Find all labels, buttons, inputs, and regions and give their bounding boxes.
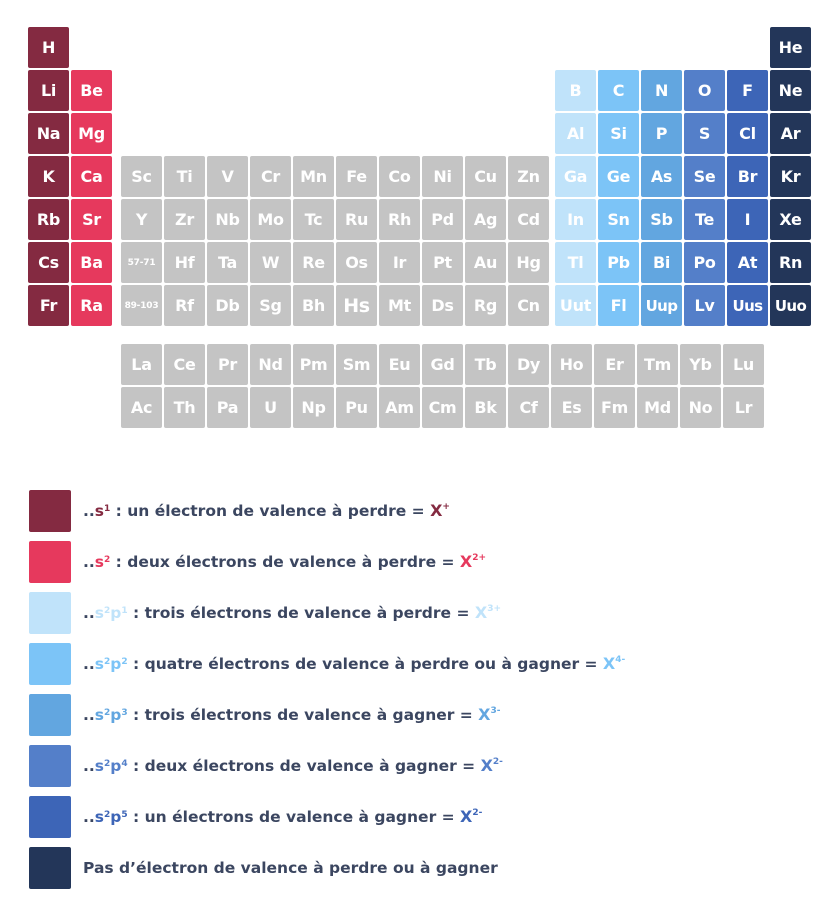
- element-cell-am: Am: [379, 387, 420, 428]
- element-cell-ta: Ta: [207, 242, 248, 283]
- element-cell-mo: Mo: [250, 199, 291, 240]
- element-cell-pu: Pu: [336, 387, 377, 428]
- element-cell-rh: Rh: [379, 199, 420, 240]
- element-cell-tm: Tm: [637, 344, 678, 385]
- element-cell-lu: Lu: [723, 344, 764, 385]
- ion-symbol: X: [602, 654, 616, 673]
- orbital-electron-count: 2: [104, 759, 111, 769]
- orbital-letter: s: [94, 808, 105, 826]
- element-cell-md: Md: [637, 387, 678, 428]
- ion-symbol: X: [459, 552, 473, 571]
- element-cell-as: As: [641, 156, 682, 197]
- orbital-letter: s: [94, 553, 105, 571]
- element-cell-gd: Gd: [422, 344, 463, 385]
- orbital-electron-count: 2: [104, 810, 111, 820]
- element-cell-er: Er: [594, 344, 635, 385]
- ion-formula: [460, 807, 482, 826]
- element-cell-al: Al: [555, 113, 596, 154]
- element-cell-mg: Mg: [71, 113, 112, 154]
- element-cell-s: S: [684, 113, 725, 154]
- element-cell-kr: Kr: [770, 156, 811, 197]
- ion-formula: [460, 552, 486, 571]
- legend-description: : un électron de valence à perdre =: [110, 502, 431, 520]
- legend-prefix: ..: [83, 757, 95, 775]
- legend-swatch: [29, 592, 71, 634]
- legend-description: : un électrons de valence à gagner =: [127, 808, 460, 826]
- element-cell-hg: Hg: [508, 242, 549, 283]
- element-cell-y: Y: [121, 199, 162, 240]
- element-cell-89-103: 89-103: [121, 285, 162, 326]
- element-cell-bk: Bk: [465, 387, 506, 428]
- legend-description: : trois électrons de valence à perdre =: [127, 604, 475, 622]
- element-cell-tc: Tc: [293, 199, 334, 240]
- element-cell-xe: Xe: [770, 199, 811, 240]
- orbital-electron-count: 3: [121, 708, 128, 718]
- ion-charge: 2-: [472, 808, 483, 818]
- element-cell-uuo: Uuo: [770, 285, 811, 326]
- element-cell-tb: Tb: [465, 344, 506, 385]
- electron-configuration: [95, 655, 128, 673]
- legend-swatch: [29, 745, 71, 787]
- element-cell-ba: Ba: [71, 242, 112, 283]
- element-cell-57-71: 57-71: [121, 242, 162, 283]
- electron-configuration: [95, 706, 128, 724]
- orbital-letter: s: [94, 655, 105, 673]
- element-cell-cn: Cn: [508, 285, 549, 326]
- element-cell-uut: Uut: [555, 285, 596, 326]
- orbital-letter: s: [94, 757, 105, 775]
- orbital-electron-count: 2: [104, 555, 111, 565]
- legend-description: : deux électrons de valence à perdre =: [110, 553, 460, 571]
- element-cell-f: F: [727, 70, 768, 111]
- orbital-electron-count: 2: [104, 708, 111, 718]
- element-cell-pr: Pr: [207, 344, 248, 385]
- element-cell-ce: Ce: [164, 344, 205, 385]
- ion-charge: 2+: [472, 553, 487, 563]
- element-cell-no: No: [680, 387, 721, 428]
- ion-charge: 3+: [487, 604, 501, 614]
- ion-formula: [603, 654, 625, 673]
- element-cell-ne: Ne: [770, 70, 811, 111]
- element-cell-in: In: [555, 199, 596, 240]
- element-cell-ga: Ga: [555, 156, 596, 197]
- element-cell-pa: Pa: [207, 387, 248, 428]
- element-cell-sn: Sn: [598, 199, 639, 240]
- ion-formula: [481, 756, 503, 775]
- element-cell-p: P: [641, 113, 682, 154]
- ion-charge: 2-: [492, 757, 503, 767]
- legend-prefix: ..: [83, 655, 95, 673]
- element-cell-uus: Uus: [727, 285, 768, 326]
- legend-swatch: [29, 643, 71, 685]
- element-cell-si: Si: [598, 113, 639, 154]
- electron-configuration: [95, 808, 128, 826]
- element-cell-cs: Cs: [28, 242, 69, 283]
- element-cell-be: Be: [71, 70, 112, 111]
- ion-formula: [478, 705, 500, 724]
- ion-symbol: X: [430, 501, 443, 520]
- orbital-electron-count: 5: [121, 810, 128, 820]
- element-cell-pt: Pt: [422, 242, 463, 283]
- electron-configuration: [95, 604, 128, 622]
- element-cell-u: U: [250, 387, 291, 428]
- ion-formula: [430, 501, 450, 520]
- element-cell-ca: Ca: [71, 156, 112, 197]
- element-cell-re: Re: [293, 242, 334, 283]
- element-cell-sr: Sr: [71, 199, 112, 240]
- legend-description: Pas d’électron de valence à perdre ou à gagner: [83, 859, 498, 877]
- element-cell-po: Po: [684, 242, 725, 283]
- element-cell-k: K: [28, 156, 69, 197]
- electron-configuration: [95, 757, 128, 775]
- element-cell-ac: Ac: [121, 387, 162, 428]
- legend-label: [83, 847, 498, 889]
- element-cell-ge: Ge: [598, 156, 639, 197]
- element-cell-cm: Cm: [422, 387, 463, 428]
- element-cell-fl: Fl: [598, 285, 639, 326]
- orbital-electron-count: 2: [121, 657, 128, 667]
- element-cell-zr: Zr: [164, 199, 205, 240]
- legend-description: : deux électrons de valence à gagner =: [127, 757, 481, 775]
- element-cell-nd: Nd: [250, 344, 291, 385]
- element-cell-sg: Sg: [250, 285, 291, 326]
- legend-label: [83, 490, 450, 532]
- element-cell-ds: Ds: [422, 285, 463, 326]
- element-cell-mt: Mt: [379, 285, 420, 326]
- element-cell-pd: Pd: [422, 199, 463, 240]
- element-cell-ar: Ar: [770, 113, 811, 154]
- element-cell-ag: Ag: [465, 199, 506, 240]
- element-cell-nb: Nb: [207, 199, 248, 240]
- element-cell-zn: Zn: [508, 156, 549, 197]
- element-cell-rn: Rn: [770, 242, 811, 283]
- element-cell-rb: Rb: [28, 199, 69, 240]
- ion-symbol: X: [474, 603, 488, 622]
- legend-description: : quatre électrons de valence à perdre ou à gagner =: [127, 655, 603, 673]
- element-cell-se: Se: [684, 156, 725, 197]
- orbital-letter: s: [94, 502, 105, 520]
- element-cell-au: Au: [465, 242, 506, 283]
- orbital-letter: p: [110, 604, 122, 622]
- element-cell-dy: Dy: [508, 344, 549, 385]
- electron-configuration: [95, 553, 111, 571]
- element-cell-eu: Eu: [379, 344, 420, 385]
- element-cell-sm: Sm: [336, 344, 377, 385]
- legend-label: [83, 592, 501, 634]
- element-cell-ho: Ho: [551, 344, 592, 385]
- element-cell-he: He: [770, 27, 811, 68]
- element-cell-c: C: [598, 70, 639, 111]
- element-cell-ir: Ir: [379, 242, 420, 283]
- element-cell-bh: Bh: [293, 285, 334, 326]
- element-cell-na: Na: [28, 113, 69, 154]
- legend-prefix: ..: [83, 706, 95, 724]
- ion-charge: 4-: [615, 655, 626, 665]
- orbital-electron-count: 2: [104, 606, 111, 616]
- electron-configuration: [95, 502, 111, 520]
- orbital-letter: p: [110, 808, 122, 826]
- element-cell-pb: Pb: [598, 242, 639, 283]
- element-cell-li: Li: [28, 70, 69, 111]
- element-cell-v: V: [207, 156, 248, 197]
- element-cell-fr: Fr: [28, 285, 69, 326]
- element-cell-h: H: [28, 27, 69, 68]
- element-cell-fm: Fm: [594, 387, 635, 428]
- legend-prefix: ..: [83, 502, 95, 520]
- element-cell-cr: Cr: [250, 156, 291, 197]
- element-cell-o: O: [684, 70, 725, 111]
- element-cell-ni: Ni: [422, 156, 463, 197]
- element-cell-w: W: [250, 242, 291, 283]
- legend-prefix: ..: [83, 604, 95, 622]
- orbital-letter: p: [110, 706, 122, 724]
- element-cell-th: Th: [164, 387, 205, 428]
- element-cell-ti: Ti: [164, 156, 205, 197]
- element-cell-db: Db: [207, 285, 248, 326]
- element-cell-i: I: [727, 199, 768, 240]
- element-cell-tl: Tl: [555, 242, 596, 283]
- element-cell-yb: Yb: [680, 344, 721, 385]
- element-cell-at: At: [727, 242, 768, 283]
- legend-description: : trois électrons de valence à gagner =: [127, 706, 479, 724]
- element-cell-cf: Cf: [508, 387, 549, 428]
- element-cell-cl: Cl: [727, 113, 768, 154]
- orbital-letter: p: [110, 655, 122, 673]
- element-cell-mn: Mn: [293, 156, 334, 197]
- element-cell-co: Co: [379, 156, 420, 197]
- legend-label: [83, 745, 503, 787]
- element-cell-uup: Uup: [641, 285, 682, 326]
- legend-swatch: [29, 490, 71, 532]
- element-cell-pm: Pm: [293, 344, 334, 385]
- legend-swatch: [29, 694, 71, 736]
- legend-label: [83, 643, 625, 685]
- element-cell-la: La: [121, 344, 162, 385]
- legend-swatch: [29, 847, 71, 889]
- element-cell-hs: Hs: [336, 285, 377, 326]
- element-cell-np: Np: [293, 387, 334, 428]
- element-cell-fe: Fe: [336, 156, 377, 197]
- orbital-electron-count: 4: [121, 759, 128, 769]
- element-cell-sb: Sb: [641, 199, 682, 240]
- element-cell-te: Te: [684, 199, 725, 240]
- orbital-electron-count: 2: [104, 657, 111, 667]
- element-cell-rf: Rf: [164, 285, 205, 326]
- element-cell-cu: Cu: [465, 156, 506, 197]
- element-cell-sc: Sc: [121, 156, 162, 197]
- element-cell-rg: Rg: [465, 285, 506, 326]
- element-cell-os: Os: [336, 242, 377, 283]
- orbital-electron-count: 1: [121, 606, 128, 616]
- element-cell-lr: Lr: [723, 387, 764, 428]
- element-cell-bi: Bi: [641, 242, 682, 283]
- legend-prefix: ..: [83, 553, 95, 571]
- ion-formula: [475, 603, 501, 622]
- element-cell-hf: Hf: [164, 242, 205, 283]
- element-cell-es: Es: [551, 387, 592, 428]
- legend-swatch: [29, 541, 71, 583]
- orbital-letter: s: [94, 604, 105, 622]
- ion-charge: +: [442, 502, 450, 512]
- legend-label: [83, 796, 482, 838]
- legend-label: [83, 694, 501, 736]
- ion-symbol: X: [460, 807, 473, 826]
- ion-symbol: X: [478, 705, 491, 724]
- legend-prefix: ..: [83, 808, 95, 826]
- element-cell-cd: Cd: [508, 199, 549, 240]
- orbital-letter: p: [110, 757, 122, 775]
- orbital-electron-count: 1: [104, 504, 111, 514]
- element-cell-n: N: [641, 70, 682, 111]
- element-cell-ru: Ru: [336, 199, 377, 240]
- orbital-letter: s: [94, 706, 105, 724]
- ion-symbol: X: [480, 756, 493, 775]
- legend-swatch: [29, 796, 71, 838]
- ion-charge: 3-: [490, 706, 501, 716]
- element-cell-b: B: [555, 70, 596, 111]
- element-cell-ra: Ra: [71, 285, 112, 326]
- element-cell-br: Br: [727, 156, 768, 197]
- legend-label: [83, 541, 486, 583]
- element-cell-lv: Lv: [684, 285, 725, 326]
